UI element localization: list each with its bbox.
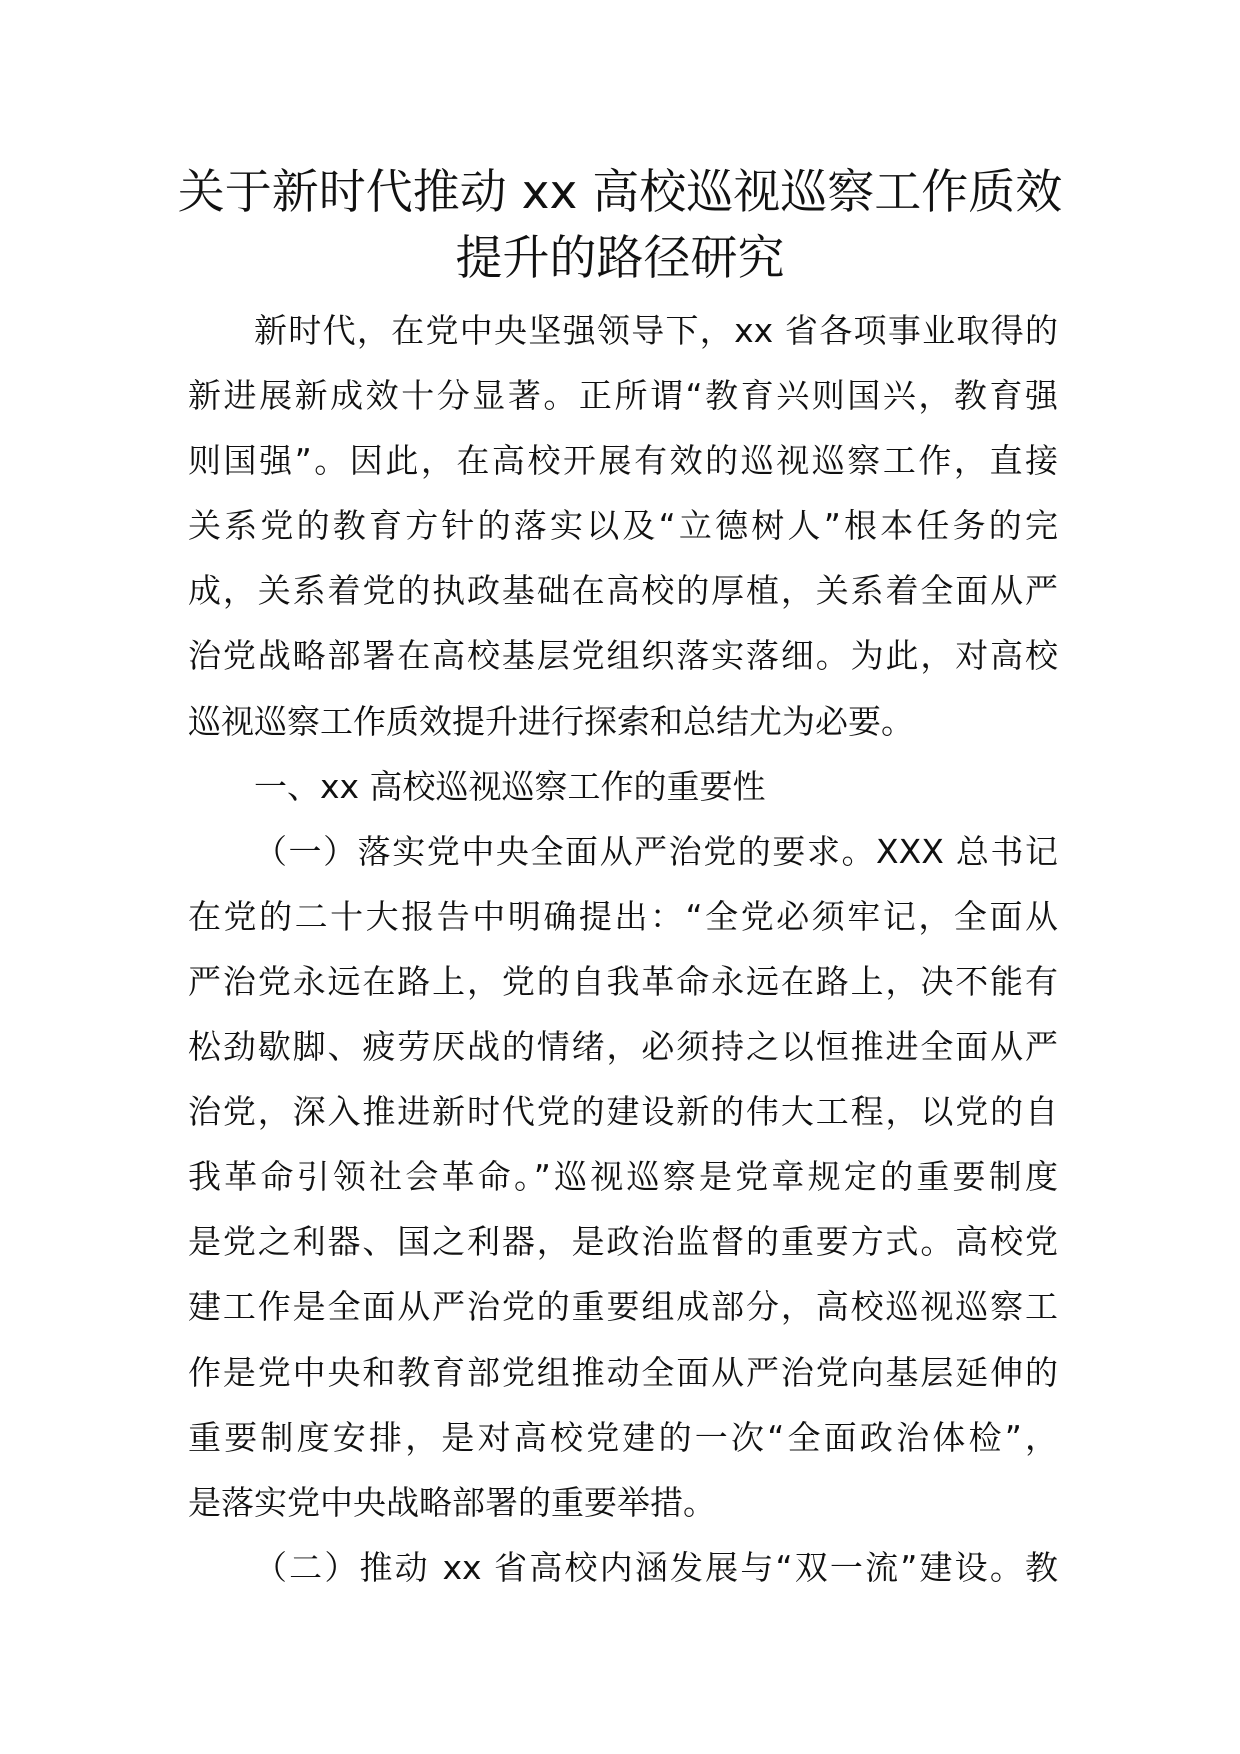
paragraph-line: 成，关系着党的执政基础在高校的厚植，关系着全面从严: [188, 571, 1058, 611]
paragraph-line: 治党，深入推进新时代党的建设新的伟大工程，以党的自: [188, 1092, 1058, 1132]
paragraph-line: 建工作是全面从严治党的重要组成部分，高校巡视巡察工: [188, 1287, 1058, 1327]
paragraph-line: 严治党永远在路上，党的自我革命永远在路上，决不能有: [188, 961, 1058, 1001]
section-heading: 一、xx 高校巡视巡察工作的重要性: [254, 766, 766, 806]
paragraph-line: 治党战略部署在高校基层党组织落实落细。为此，对高校: [188, 636, 1058, 676]
document-title: [150, 160, 1090, 292]
paragraph-line: 则国强”。因此，在高校开展有效的巡视巡察工作，直接: [188, 441, 1058, 481]
paragraph-line: （一）落实党中央全面从严治党的要求。XXX 总书记: [254, 831, 1058, 871]
document-body: [188, 298, 1058, 1600]
paragraph-line: 重要制度安排，是对高校党建的一次“全面政治体检”，: [188, 1417, 1058, 1457]
title-line-2: 提升的路径研究: [455, 231, 785, 286]
paragraph-line: 作是党中央和教育部党组推动全面从严治党向基层延伸的: [188, 1352, 1058, 1392]
paragraph-line: 是党之利器、国之利器，是政治监督的重要方式。高校党: [188, 1222, 1058, 1262]
paragraph-line: 松劲歇脚、疲劳厌战的情绪，必须持之以恒推进全面从严: [188, 1027, 1058, 1067]
paragraph-line: 新时代，在党中央坚强领导下，xx 省各项事业取得的: [254, 311, 1058, 350]
paragraph-line: 我革命引领社会革命。”巡视巡察是党章规定的重要制度: [188, 1157, 1058, 1197]
paragraph-line: 在党的二十大报告中明确提出：“全党必须牢记，全面从: [188, 896, 1058, 936]
paragraph-line: 关系党的教育方针的落实以及“立德树人”根本任务的完: [188, 506, 1058, 546]
paragraph-line: 新进展新成效十分显著。正所谓“教育兴则国兴，教育强: [188, 376, 1058, 416]
paragraph-line: 巡视巡察工作质效提升进行探索和总结尤为必要。: [188, 701, 914, 741]
paragraph-line: 是落实党中央战略部署的重要举措。: [188, 1482, 716, 1522]
paragraph-line: （二）推动 xx 省高校内涵发展与“双一流”建设。教: [254, 1547, 1058, 1587]
title-line-1: 关于新时代推动 xx 高校巡视巡察工作质效: [177, 165, 1063, 220]
